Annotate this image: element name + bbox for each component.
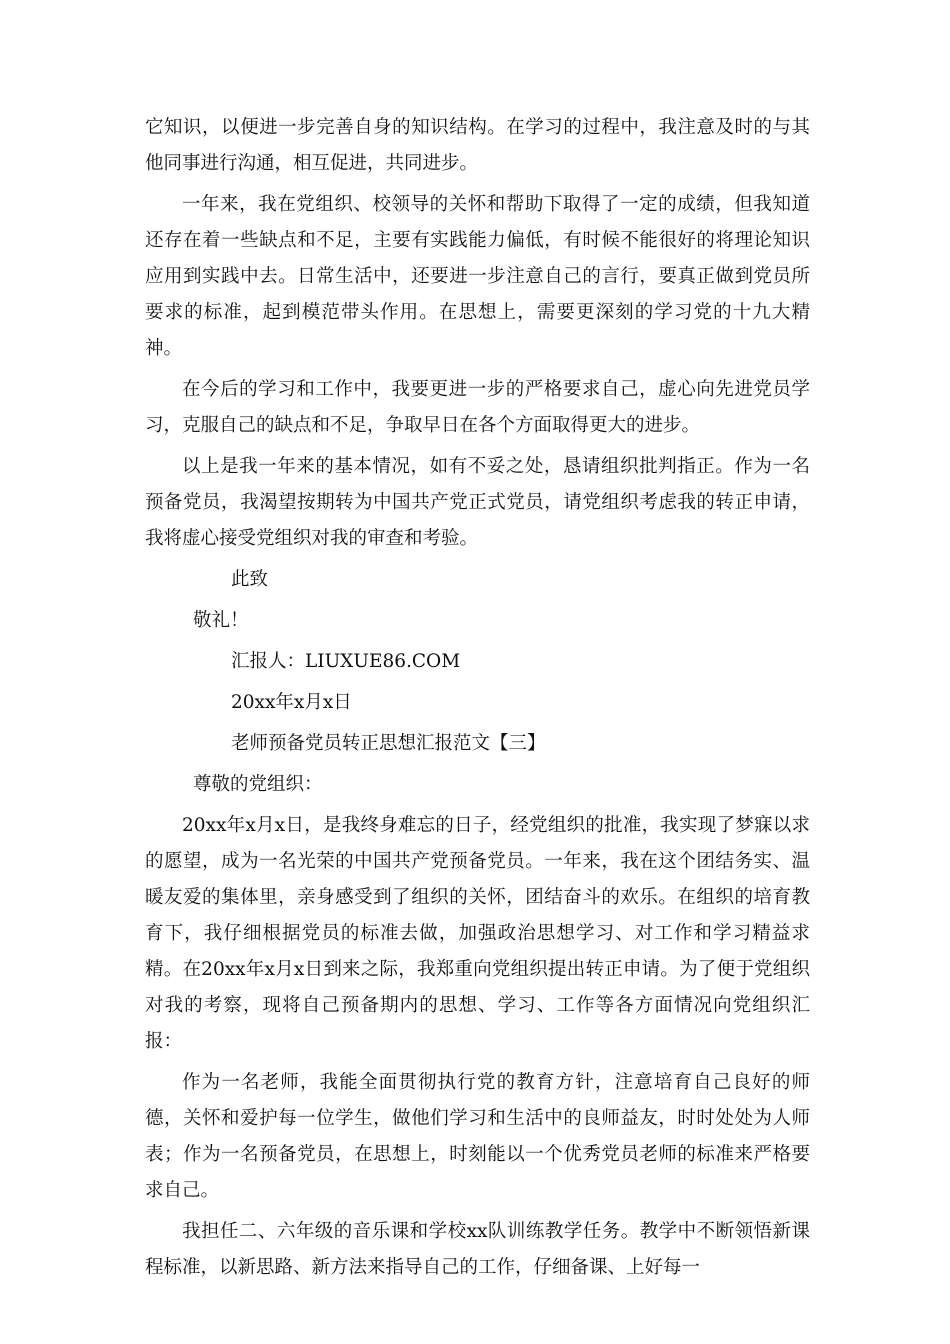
- paragraph-teacher-ethics: 作为一名老师，我能全面贯彻执行党的教育方针，注意培育自己良好的师德，关怀和爱护每一位学生，做他们学习和生活中的良师益友，时时处处为人师表；作为一名预备党员，在思想上，时刻能以一个优秀党员老师的标准来严格要求自己。: [145, 1072, 810, 1201]
- paragraph-shortcomings: 一年来，我在党组织、校领导的关怀和帮助下取得了一定的成绩，但我知道还存在着一些缺点和不足，主要有实践能力偏低，有时候不能很好的将理论知识应用到实践中去。日常生活中，还要进一步注意自己的言行，要真正做到党员所要求的标准，起到模范带头作用。在思想上，需要更深刻的学习党的十九大精神。: [145, 194, 810, 359]
- salutation: 尊敬的党组织：: [193, 774, 323, 795]
- paragraph-future-plan: 在今后的学习和工作中，我要更进一步的严格要求自己，虚心向先进党员学习，克服自己的缺点和不足，争取早日在各个方面取得更大的进步。: [145, 379, 810, 436]
- reporter-signature: 汇报人：LIUXUE86.COM: [231, 651, 461, 672]
- paragraph-teaching-duties: 我担任二、六年级的音乐课和学校xx队训练教学任务。教学中不断领悟新课程标准，以新思路、新方法来指导自己的工作，仔细备课、上好每一: [145, 1221, 810, 1278]
- document-body: [145, 110, 810, 1291]
- report-date: 20xx年x月x日: [231, 692, 352, 713]
- paragraph-conclusion: 以上是我一年来的基本情况，如有不妥之处，恳请组织批判指正。作为一名预备党员，我渴望按期转为中国共产党正式党员，请党组织考虑我的转正申请，我将虚心接受党组织对我的审查和考验。: [145, 456, 810, 549]
- paragraph-introduction: 20xx年x月x日，是我终身难忘的日子，经党组织的批准，我实现了梦寐以求的愿望，成为一名光荣的中国共产党预备党员。一年来，我在这个团结务实、温暖友爱的集体里，亲身感受到了组织的关怀，团结奋斗的欢乐。在组织的培育教育下，我仔细根据党员的标准去做，加强政治思想学习、对工作和学习精益求精。在20xx年x月x日到来之际，我郑重向党组织提出转正申请。为了便于党组织对我的考察，现将自己预备期内的思想、学习、工作等各方面情况向党组织汇报：: [145, 815, 810, 1052]
- section-title: 老师预备党员转正思想汇报范文【三】: [231, 733, 546, 754]
- closing-salute: 敬礼！: [193, 610, 249, 631]
- closing-greeting: 此致: [231, 569, 269, 590]
- paragraph-continued: 它知识，以便进一步完善自身的知识结构。在学习的过程中，我注意及时的与其他同事进行沟通，相互促进，共同进步。: [145, 117, 810, 174]
